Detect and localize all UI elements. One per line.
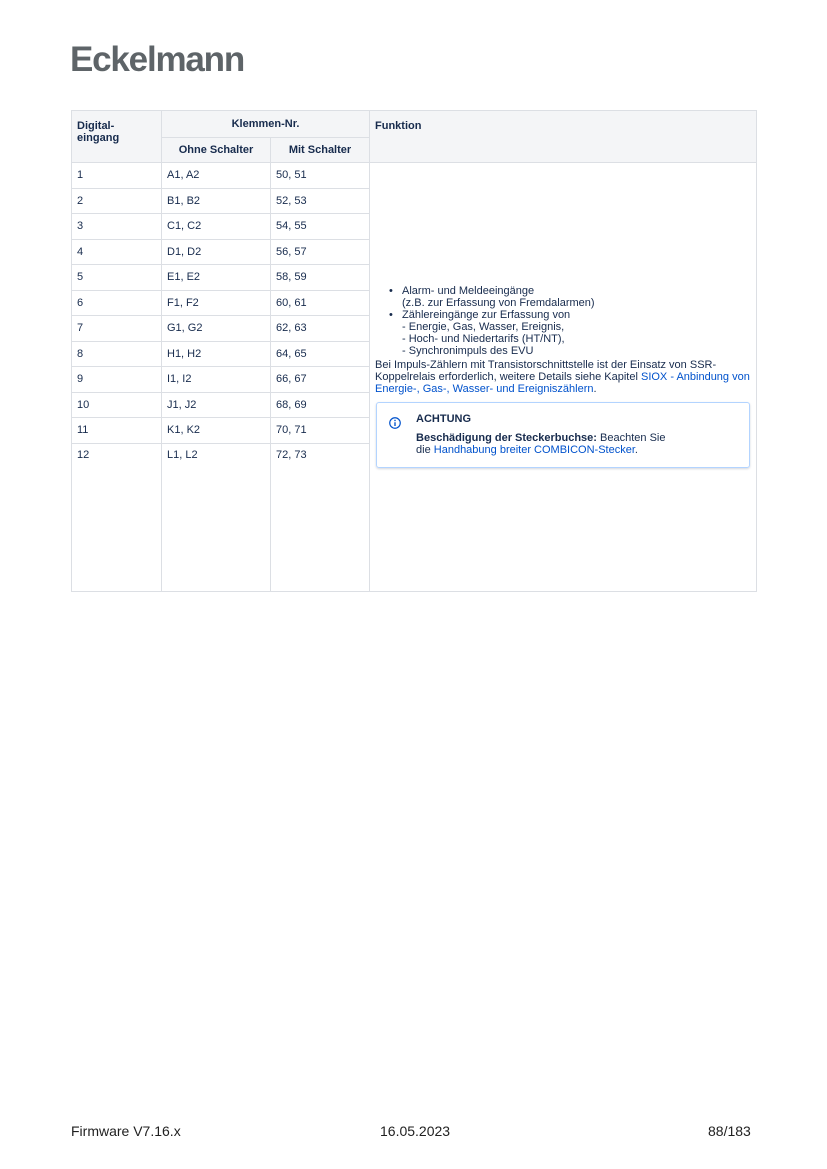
transistor-note — [375, 359, 751, 395]
input-number: 4 — [72, 239, 162, 265]
bullet-subtext: - Energie, Gas, Wasser, Ereignis, — [402, 321, 565, 334]
terminal-without-switch: H1, H2 — [162, 341, 271, 367]
input-number: 3 — [72, 214, 162, 240]
terminal-without-switch: A1, A2 — [162, 163, 271, 189]
terminal-with-switch: 68, 69 — [271, 392, 370, 418]
panel-body — [416, 432, 739, 456]
footer-date: 16.05.2023 — [380, 1123, 451, 1139]
note-end: . — [593, 383, 597, 396]
list-item — [402, 285, 751, 309]
bullet-subtext: (z.B. zur Erfassung von Fremdalarmen) — [402, 297, 595, 310]
terminal-without-switch: B1, B2 — [162, 188, 271, 214]
company-logo: Eckelmann — [70, 40, 245, 79]
panel-title: ACHTUNG — [416, 413, 472, 426]
terminal-with-switch: 66, 67 — [271, 367, 370, 393]
bullet-subtext: - Hoch- und Niedertarifs (HT/NT), — [402, 333, 565, 346]
terminal-with-switch: 58, 59 — [271, 265, 370, 291]
input-number: 2 — [72, 188, 162, 214]
terminal-with-switch: 50, 51 — [271, 163, 370, 189]
footer-firmware: Firmware V7.16.x — [71, 1123, 181, 1139]
panel-text-2: die — [416, 444, 434, 457]
terminal-with-switch: 70, 71 — [271, 418, 370, 444]
terminal-with-switch: 62, 63 — [271, 316, 370, 342]
terminal-without-switch: F1, F2 — [162, 290, 271, 316]
panel-end: . — [634, 444, 638, 457]
input-number: 8 — [72, 341, 162, 367]
note-text: Bei Impuls-Zählern mit Transistorschnittstelle ist der Einsatz von SSR-Koppelrelais erforderlich, weitere Details siehe Kapitel — [375, 359, 717, 384]
terminal-without-switch: J1, J2 — [162, 392, 271, 418]
function-description — [370, 163, 757, 592]
terminal-without-switch: L1, L2 — [162, 443, 271, 591]
info-icon — [389, 417, 401, 429]
input-number: 1 — [72, 163, 162, 189]
input-number: 7 — [72, 316, 162, 342]
terminal-with-switch: 54, 55 — [271, 214, 370, 240]
siox-chapter-link[interactable]: SIOX - Anbindung von Energie-, Gas-, Wasser- und Ereigniszählern — [375, 371, 750, 396]
footer-page-number: 88/183 — [708, 1123, 751, 1139]
terminal-with-switch: 56, 57 — [271, 239, 370, 265]
header-function: Funktion — [370, 111, 757, 163]
terminal-without-switch: K1, K2 — [162, 418, 271, 444]
table-header-row — [72, 111, 757, 138]
header-terminal-no: Klemmen-Nr. — [162, 111, 370, 138]
header-without-switch: Ohne Schalter — [162, 138, 271, 163]
input-number: 5 — [72, 265, 162, 291]
input-number: 12 — [72, 443, 162, 591]
terminal-with-switch: 52, 53 — [271, 188, 370, 214]
terminal-with-switch: 72, 73 — [271, 443, 370, 591]
list-item — [402, 309, 751, 357]
terminal-without-switch: I1, I2 — [162, 367, 271, 393]
input-number: 10 — [72, 392, 162, 418]
terminal-without-switch: E1, E2 — [162, 265, 271, 291]
terminal-without-switch: C1, C2 — [162, 214, 271, 240]
input-number: 6 — [72, 290, 162, 316]
panel-bold-text: Beschädigung der Steckerbuchse: — [416, 432, 597, 445]
header-with-switch: Mit Schalter — [271, 138, 370, 163]
bullet-text: • Zählereingänge zur Erfassung von — [402, 309, 571, 322]
panel-text: Beachten Sie — [596, 432, 666, 445]
function-list — [375, 285, 751, 357]
terminal-with-switch: 60, 61 — [271, 290, 370, 316]
warning-panel — [376, 402, 750, 468]
header-digital-input: Digital-eingang — [72, 111, 162, 163]
table-row — [72, 163, 757, 189]
terminal-with-switch: 64, 65 — [271, 341, 370, 367]
digital-inputs-table — [71, 110, 757, 592]
input-number: 11 — [72, 418, 162, 444]
input-number: 9 — [72, 367, 162, 393]
combicon-link[interactable]: Handhabung breiter COMBICON-Stecker — [433, 444, 635, 457]
bullet-text: • Alarm- und Meldeeingänge — [402, 285, 535, 298]
bullet-subtext: - Synchronimpuls des EVU — [402, 345, 534, 358]
terminal-without-switch: D1, D2 — [162, 239, 271, 265]
terminal-without-switch: G1, G2 — [162, 316, 271, 342]
